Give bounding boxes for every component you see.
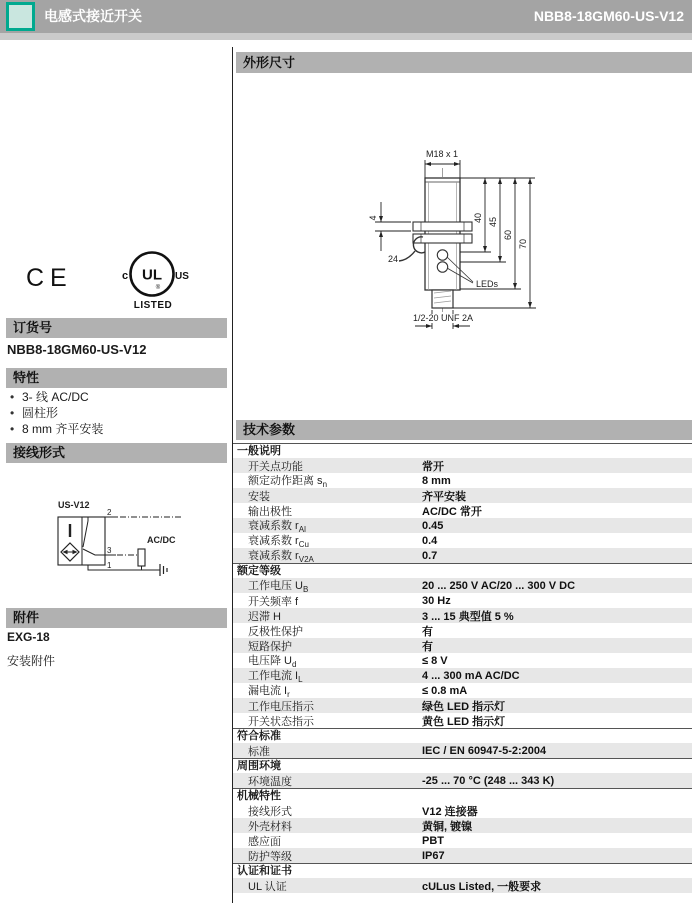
tech-row xyxy=(233,503,692,518)
tech-row-value: 黄色 LED 指示灯 xyxy=(422,715,506,728)
tech-row-label: 迟滞 H xyxy=(248,610,281,623)
feature-item xyxy=(10,422,225,437)
tech-row xyxy=(233,638,692,653)
tech-row xyxy=(233,473,692,488)
header-bar xyxy=(0,0,692,33)
header-divider xyxy=(0,33,692,40)
tech-row-value: 30 Hz xyxy=(422,594,451,607)
thread-bottom-label: 1/2-20 UNF 2A xyxy=(412,313,474,323)
dim-45-label: 45 xyxy=(488,216,498,228)
tech-row-label: 外壳材料 xyxy=(248,820,292,833)
tech-row xyxy=(233,458,692,473)
leds-label: LEDs xyxy=(476,279,499,289)
tech-row xyxy=(233,848,692,863)
tech-subsection-header: 周围环境 xyxy=(233,758,692,773)
header-part-number: NBB8-18GM60-US-V12 xyxy=(533,8,684,24)
bullet-icon: • xyxy=(10,390,15,404)
tech-row xyxy=(233,713,692,728)
tech-row-label: 接线形式 xyxy=(248,805,292,818)
accessory-model: EXG-18 xyxy=(7,630,50,644)
tech-row-label: 防护等级 xyxy=(248,850,292,863)
tech-row xyxy=(233,578,692,593)
tech-row-label: 短路保护 xyxy=(248,640,292,653)
feature-text: 8 mm 齐平安装 xyxy=(22,422,104,436)
accessory-description: 安装附件 xyxy=(7,654,56,668)
ul-listed-text: LISTED xyxy=(133,300,173,311)
feature-item xyxy=(10,390,225,405)
ul-c-text: c xyxy=(121,270,129,282)
feature-item xyxy=(10,406,225,421)
tech-row xyxy=(233,743,692,758)
tech-row-value: IEC / EN 60947-5-2:2004 xyxy=(422,744,547,757)
switch-contact-symbol xyxy=(83,517,105,555)
connection-section-bar: 接线形式 xyxy=(6,443,227,463)
tech-row-label: 衰减系数 $r_{Cu}$ xyxy=(248,534,309,550)
dim-70-label: 70 xyxy=(518,238,528,250)
inductive-diamond-symbol xyxy=(61,543,79,561)
thread-top-label: M18 x 1 xyxy=(425,149,459,159)
wiring-variant-label: US-V12 xyxy=(58,500,90,510)
nut-thickness-dimension xyxy=(375,202,411,251)
wire-1 xyxy=(88,565,160,570)
tech-row xyxy=(233,773,692,788)
tech-row xyxy=(233,518,692,533)
accessories-section-bar: 附件 xyxy=(6,608,227,628)
tech-row-label: 环境温度 xyxy=(248,775,292,788)
terminal-2-label: 2 xyxy=(107,508,112,517)
tech-row-value: 有 xyxy=(422,625,433,638)
tech-row xyxy=(233,533,692,548)
tech-row xyxy=(233,488,692,503)
tech-row xyxy=(233,878,692,893)
wrench-size-label: 24 xyxy=(387,254,399,264)
tech-row-label: 工作电压指示 xyxy=(248,700,314,713)
tech-row-label-subscript: Al xyxy=(298,525,306,535)
brand-square-icon xyxy=(6,2,35,31)
tech-row-label-subscript: r xyxy=(287,690,290,700)
feature-text: 3- 线 AC/DC xyxy=(22,390,89,404)
tech-row-label: 开关状态指示 xyxy=(248,715,314,728)
nut-thickness-label: 4 xyxy=(368,215,378,221)
tech-row xyxy=(233,698,692,713)
ground-symbol xyxy=(160,564,167,576)
tech-row-label: 安装 xyxy=(248,490,270,503)
tech-row-label: 漏电流 $I_r$ xyxy=(248,684,290,700)
tech-row-label: 感应面 xyxy=(248,835,281,848)
tech-row xyxy=(233,803,692,818)
tech-subsection-header: 额定等级 xyxy=(233,563,692,578)
tech-row xyxy=(233,653,692,668)
tech-row-label: 开关频率 f xyxy=(248,595,299,608)
tech-row-label: 输出极性 xyxy=(248,505,292,518)
tech-row-value: 8 mm xyxy=(422,474,451,487)
tech-section-bar: 技术参数 xyxy=(236,420,692,440)
bullet-icon: • xyxy=(10,406,15,420)
dimensions-section-bar: 外形尺寸 xyxy=(236,52,692,73)
tech-row xyxy=(233,593,692,608)
ul-mark-text: UL xyxy=(142,266,162,284)
tech-row-value: AC/DC 常开 xyxy=(422,505,482,518)
terminal-3-label: 3 xyxy=(107,546,112,555)
tech-row-value: -25 ... 70 °C (248 ... 343 K) xyxy=(422,774,555,787)
tech-row xyxy=(233,548,692,563)
ul-registered-text: ® xyxy=(155,285,161,291)
page-title: 电感式接近开关 xyxy=(44,8,142,24)
supply-label: AC/DC xyxy=(147,535,176,545)
tech-row-label: 工作电流 $I_L$ xyxy=(248,669,303,685)
features-list xyxy=(10,390,225,438)
tech-row-value: 常开 xyxy=(422,460,444,473)
dim-60-label: 60 xyxy=(503,229,513,241)
tech-row xyxy=(233,818,692,833)
order-number-section-bar: 订货号 xyxy=(6,318,227,338)
tech-row-label: 标准 xyxy=(248,745,270,758)
tech-row-value: 4 ... 300 mA AC/DC xyxy=(422,669,520,682)
tech-row-label: 工作电压 $U_B$ xyxy=(248,579,309,595)
tech-row-label: 开关点功能 xyxy=(248,460,303,473)
tech-row-value: 3 ... 15 典型值 5 % xyxy=(422,610,514,623)
tech-subsection-header: 一般说明 xyxy=(233,443,692,458)
tech-row-label-subscript: n xyxy=(322,480,328,490)
feature-text: 圆柱形 xyxy=(22,406,59,420)
tech-row-label-subscript: L xyxy=(298,675,303,685)
tech-row-value: PBT xyxy=(422,834,444,847)
bottom-thread-stub xyxy=(432,290,453,308)
tech-row-label-subscript: B xyxy=(303,585,309,595)
tech-row-value: 有 xyxy=(422,640,433,653)
terminal-1-label: 1 xyxy=(107,561,112,570)
tech-row-label: 反极性保护 xyxy=(248,625,303,638)
tech-row xyxy=(233,608,692,623)
tech-row-value: ≤ 0.8 mA xyxy=(422,684,468,697)
tech-row-label: 衰减系数 $r_{Al}$ xyxy=(248,519,306,535)
bullet-icon: • xyxy=(10,422,15,436)
wiring-diagram xyxy=(50,495,190,587)
tech-row-value: 绿色 LED 指示灯 xyxy=(422,700,506,713)
tech-row xyxy=(233,668,692,683)
tech-row-label: 额定动作距离 $s_n$ xyxy=(248,474,328,490)
tech-row-label-subscript: Cu xyxy=(298,540,309,550)
tech-row-value: 0.45 xyxy=(422,519,444,532)
ce-mark: CE xyxy=(26,264,73,292)
tech-parameters-table xyxy=(233,443,692,893)
tech-row-value: 0.7 xyxy=(422,549,438,562)
tech-subsection-header: 认证和证书 xyxy=(233,863,692,878)
tech-row-label-subscript: V2A xyxy=(298,555,314,565)
tech-subsection-header: 机械特性 xyxy=(233,788,692,803)
tech-row xyxy=(233,683,692,698)
tech-row-value: IP67 xyxy=(422,849,445,862)
tech-row-label-subscript: d xyxy=(292,660,297,670)
tech-row-value: cULus Listed, 一般要求 xyxy=(422,880,542,893)
tech-row-value: 齐平安装 xyxy=(422,490,466,503)
tech-row-value: 0.4 xyxy=(422,534,438,547)
tech-row xyxy=(233,623,692,638)
order-part-number: NBB8-18GM60-US-V12 xyxy=(7,342,147,357)
ul-us-text: US xyxy=(175,271,189,282)
tech-row xyxy=(233,833,692,848)
tech-row-value: ≤ 8 V xyxy=(422,654,448,667)
tech-row-value: 20 ... 250 V AC/20 ... 300 V DC xyxy=(422,579,576,592)
load-symbol xyxy=(138,549,145,566)
tech-row-label: 电压降 $U_d$ xyxy=(248,654,297,670)
tech-row-value: V12 连接器 xyxy=(422,805,478,818)
cULus-listed-mark xyxy=(112,246,198,316)
features-section-bar: 特性 xyxy=(6,368,227,388)
tech-row-value: 黄铜, 镀镍 xyxy=(422,820,473,833)
tech-row-label: 衰减系数 $r_{V2A}$ xyxy=(248,549,314,565)
tech-subsection-header: 符合标准 xyxy=(233,728,692,743)
tech-row-label: UL 认证 xyxy=(248,880,287,893)
dimension-drawing xyxy=(365,140,615,340)
dim-40-label: 40 xyxy=(473,212,483,224)
